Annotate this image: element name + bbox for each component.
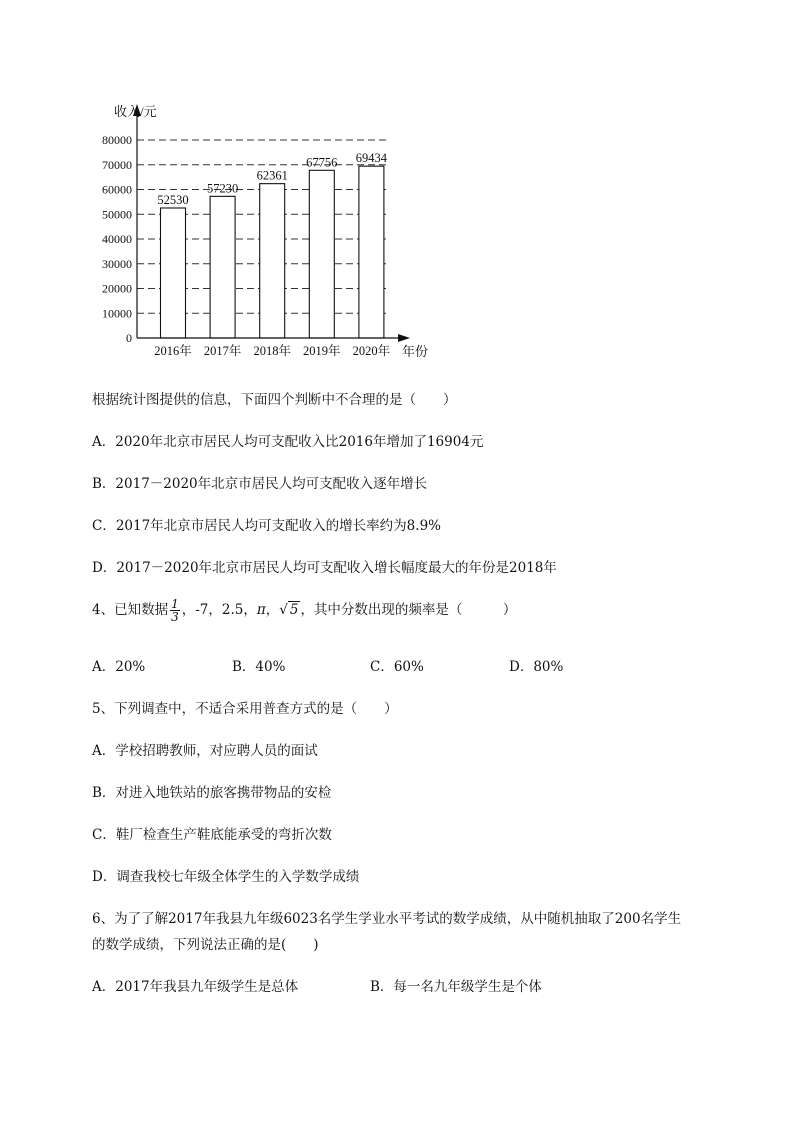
q4-option-c: C．60% [370, 659, 424, 675]
bar [309, 170, 334, 338]
bar [210, 196, 235, 338]
data-label: 62361 [256, 168, 288, 183]
q4-sqrt [279, 602, 300, 618]
q3-option-d: D．2017－2020年北京市居民人均可支配收入增长幅度最大的年份是2018年 [92, 560, 557, 576]
q6-stem-line2: 的数学成绩，下列说法正确的是( ) [92, 937, 319, 953]
q5-option-d: D．调查我校七年级全体学生的入学数学成绩 [92, 869, 360, 885]
bar [359, 166, 384, 338]
q3-option-a: A．2020年北京市居民人均可支配收入比2016年增加了16904元 [92, 434, 484, 450]
y-tick-label: 20000 [102, 281, 132, 296]
data-label: 57230 [206, 181, 239, 196]
y-axis-title: 收入/元 [114, 104, 157, 119]
x-tick-label: 2018年 [253, 344, 291, 358]
x-tick-labels [154, 343, 390, 358]
y-tick-label: 0 [126, 331, 132, 345]
x-tick-label: 2016年 [154, 344, 192, 358]
q4-sqrt-sign: √ [279, 602, 288, 618]
q3-option-b: B．2017－2020年北京市居民人均可支配收入逐年增长 [92, 476, 428, 492]
q6-option-a: A．2017年我县九年级学生是总体 [92, 979, 299, 995]
q5-option-b: B．对进入地铁站的旅客携带物品的安检 [92, 785, 332, 801]
x-tick-label: 2020年 [352, 344, 391, 358]
y-tick-label: 10000 [102, 306, 132, 321]
q4-fraction [170, 598, 180, 623]
y-tick-label: 50000 [102, 207, 132, 222]
q4-frac-num: 1 [171, 597, 179, 611]
q6-stem-line1: 6、为了了解2017年我县九年级6023名学生学业水平考试的数学成绩，从中随机抽取了200名学生 [92, 911, 682, 927]
q4-pi: π [256, 602, 266, 618]
q3-option-c: C．2017年北京市居民人均可支配收入的增长率约为8.9% [92, 518, 441, 534]
q5-option-c: C．鞋厂检查生产鞋底能承受的弯折次数 [92, 827, 332, 843]
y-tick-label: 80000 [102, 133, 132, 147]
q4-frac-den: 3 [171, 610, 179, 624]
q4-sep: ， [265, 602, 280, 618]
y-tick-label: 60000 [102, 182, 132, 197]
y-tick-label: 40000 [102, 232, 132, 246]
q4-option-d: D．80% [509, 659, 564, 675]
x-axis-title: 年份 [402, 344, 429, 359]
q4-option-a: A．20% [92, 659, 146, 675]
q4-sqrt-val: 5 [289, 602, 299, 618]
q4-stem [92, 598, 516, 623]
bar [161, 208, 186, 338]
data-label: 67756 [306, 155, 338, 170]
x-tick-label: 2017年 [203, 344, 242, 358]
x-axis-arrow [398, 334, 410, 342]
q4-prefix: 4、已知数据 [92, 602, 169, 618]
y-tick-label: 30000 [102, 256, 132, 271]
bar [260, 184, 285, 338]
data-label: 69434 [355, 151, 388, 166]
q5-stem: 5、下列调查中，不适合采用普查方式的是（ ） [92, 701, 398, 717]
x-tick-label: 2019年 [303, 344, 341, 358]
q4-middle: ，-7，2.5， [181, 602, 257, 618]
y-tick-label: 70000 [102, 157, 132, 172]
y-tick-labels [102, 133, 132, 345]
q4-option-b: B．40% [232, 659, 286, 675]
q5-option-a: A．学校招聘教师，对应聘人员的面试 [92, 743, 318, 759]
bar-chart [0, 0, 794, 370]
q4-suffix: ，其中分数出现的频率是（ ） [300, 602, 517, 618]
bars [161, 166, 384, 338]
q6-option-b: B．每一名九年级学生是个体 [370, 979, 542, 995]
data-label: 52530 [157, 192, 189, 207]
q3-stem: 根据统计图提供的信息，下面四个判断中不合理的是（ ） [92, 392, 457, 408]
